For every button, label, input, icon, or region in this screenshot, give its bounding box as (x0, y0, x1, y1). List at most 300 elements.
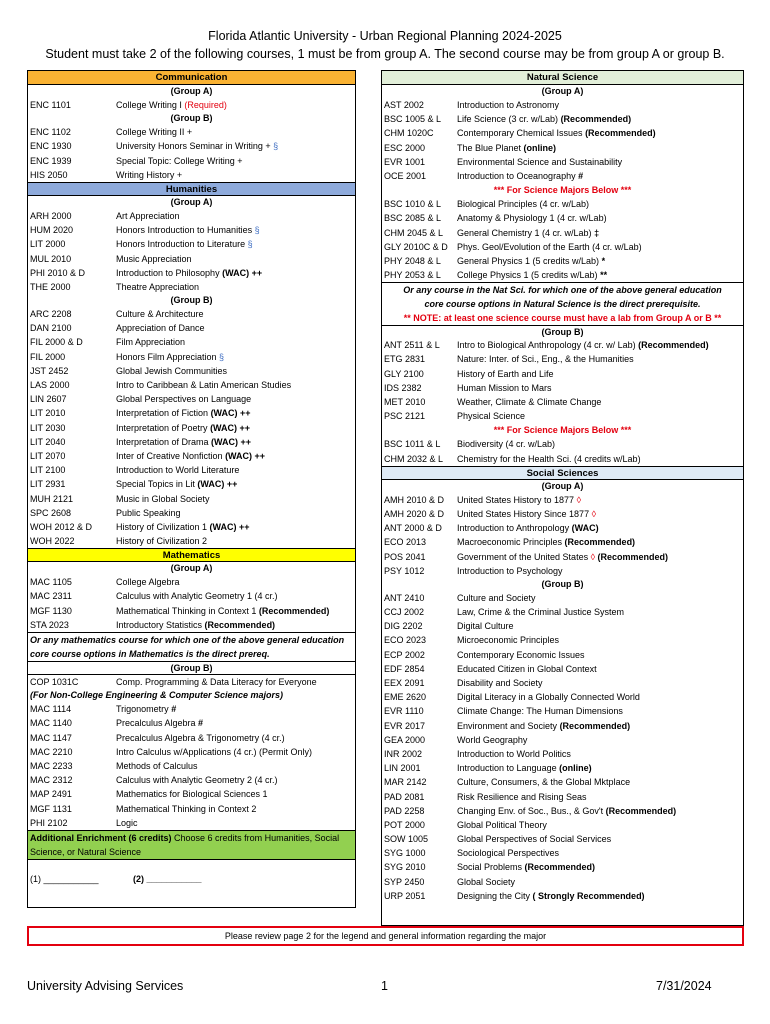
course-name (116, 604, 355, 618)
communication-group-b: (Group B) (170, 113, 213, 124)
course-name (116, 237, 355, 251)
course-title: Interpretation of Fiction (116, 408, 211, 419)
course-row (28, 702, 355, 716)
course-name (457, 268, 743, 282)
course-code: SPC 2608 (30, 507, 72, 518)
course-tag: ‡ (594, 227, 600, 238)
course-title: College Writing I (116, 100, 185, 110)
course-row (28, 378, 355, 392)
course-row (382, 254, 743, 268)
course-name (116, 787, 355, 801)
course-row (28, 731, 355, 745)
course-row (382, 550, 743, 564)
course-name (457, 367, 743, 381)
course-tag: ** (600, 270, 608, 281)
mathematics-heading: Mathematics (28, 548, 355, 562)
course-code: DIG 2202 (384, 621, 423, 632)
course-name (457, 832, 743, 846)
course-title: Global Society (457, 876, 516, 887)
footer-date: 7/31/2024 (656, 979, 712, 993)
course-title: Calculus with Analytic Geometry 1 (4 cr.) (116, 591, 278, 602)
course-row (28, 321, 355, 335)
course-title: Government of the United States (457, 551, 591, 562)
course-title: Biological Principles (4 cr. w/Lab) (457, 199, 590, 210)
course-name (116, 209, 355, 223)
natural-science-group-b: (Group B) (382, 325, 743, 338)
course-name (457, 775, 743, 789)
course-code: ETG 2831 (384, 354, 426, 365)
course-name (457, 619, 743, 633)
course-row (382, 381, 743, 395)
course-tag: * (601, 255, 606, 266)
course-code: AMH 2020 & D (384, 508, 445, 519)
course-code: LIT 2100 (30, 465, 66, 476)
course-row (28, 307, 355, 321)
course-row (28, 139, 355, 153)
course-row (28, 759, 355, 773)
course-title: Introduction to Language (457, 763, 560, 774)
course-tag: (Recommended) (564, 537, 636, 548)
course-row (382, 240, 743, 254)
review-note: Please review page 2 for the legend and general information regarding the major (27, 926, 744, 946)
course-code: MAC 1105 (30, 577, 72, 588)
course-code: HUM 2020 (30, 225, 74, 236)
social-sciences-group-a: (Group A) (541, 480, 584, 491)
course-title: Culture & Architecture (116, 309, 204, 320)
course-tag: ( Strongly Recommended) (532, 890, 645, 901)
course-tag: # (198, 718, 204, 729)
course-title: Mathematics for Biological Sciences 1 (116, 789, 268, 800)
course-code: ENC 1939 (30, 155, 72, 166)
course-symbol: § (219, 351, 225, 362)
course-tag: (Recommended) (204, 619, 276, 630)
course-title: Physical Science (457, 411, 526, 422)
course-code: STA 2023 (30, 619, 69, 630)
course-row (28, 449, 355, 463)
course-code: SYG 1000 (384, 848, 426, 859)
course-title: Digital Literacy in a Globally Connected World (457, 692, 640, 703)
course-row (28, 209, 355, 223)
course-code: OCE 2001 (384, 170, 427, 181)
course-title: Honors Introduction to Humanities (116, 225, 255, 236)
course-tag: (online) (523, 142, 557, 153)
course-name (457, 507, 743, 521)
course-title: Public Speaking (116, 507, 181, 518)
mathematics-b-note: (For Non-College Engineering & Computer Science majors) (30, 690, 284, 701)
course-title: College Algebra (116, 577, 180, 588)
course-row (382, 704, 743, 718)
course-title: Macroeconomic Principles (457, 537, 565, 548)
course-title: World Geography (457, 734, 528, 745)
course-title: Art Appreciation (116, 210, 180, 221)
course-name (116, 98, 355, 112)
course-code: LIT 2040 (30, 436, 66, 447)
course-name (116, 266, 355, 280)
course-row (382, 395, 743, 409)
page-number: 1 (381, 979, 388, 993)
course-name (457, 761, 743, 775)
course-code: MAC 2233 (30, 760, 73, 771)
course-row (382, 141, 743, 155)
course-row (382, 507, 743, 521)
course-name (457, 719, 743, 733)
course-code: MUH 2121 (30, 493, 74, 504)
course-code: THE 2000 (30, 281, 71, 292)
course-title: Educated Citizen in Global Context (457, 663, 597, 674)
course-name (116, 307, 355, 321)
course-code: ANT 2410 (384, 592, 425, 603)
natural-science-heading: Natural Science (382, 71, 743, 85)
course-row (382, 804, 743, 818)
course-code: POT 2000 (384, 819, 425, 830)
course-title: Global Perspectives on Language (116, 394, 252, 405)
course-title: Film Appreciation (116, 337, 186, 348)
footer-left: University Advising Services (27, 979, 184, 993)
course-code: LIT 2010 (30, 408, 66, 419)
course-title: History of Civilization 2 (116, 536, 208, 547)
course-code: LAS 2000 (30, 380, 70, 390)
course-row (382, 591, 743, 605)
course-code: BSC 1005 & L (384, 114, 442, 125)
course-title: Culture, Consumers, & the Global Mktplace (457, 777, 631, 788)
course-name (457, 818, 743, 832)
enrichment-text: Choose 6 credits from Humanities, Social Science, or Natural Science (30, 832, 340, 857)
course-tag: (WAC) ++ (211, 436, 252, 447)
course-title: Honors Film Appreciation (116, 351, 220, 362)
course-row (382, 860, 743, 874)
course-row (382, 197, 743, 211)
course-name (457, 591, 743, 605)
course-name (457, 452, 743, 466)
course-tag: (online) (559, 763, 592, 774)
course-title: Changing Env. of Soc., Bus., & Gov't (457, 805, 606, 816)
course-code: ARH 2000 (30, 210, 72, 221)
enrichment-title: Additional Enrichment (6 credits) (30, 832, 172, 843)
course-code: ANT 2000 & D (384, 523, 442, 534)
course-row (28, 125, 355, 139)
course-code: GEA 2000 (384, 734, 426, 745)
course-code: MAP 2491 (30, 789, 72, 800)
course-name (457, 875, 743, 889)
course-title: Introduction to Astronomy (457, 100, 560, 110)
course-name (457, 211, 743, 225)
course-title: Global Perspectives of Social Services (457, 834, 612, 845)
course-symbol: § (254, 225, 260, 236)
humanities-group-b: (Group B) (170, 295, 213, 306)
course-row (382, 818, 743, 832)
course-name (116, 223, 355, 237)
course-row (382, 775, 743, 789)
left-column (27, 70, 356, 908)
course-code: PHI 2102 (30, 817, 68, 828)
course-row (28, 350, 355, 364)
humanities-heading: Humanities (28, 182, 355, 196)
course-row (382, 875, 743, 889)
course-row (382, 619, 743, 633)
course-name (457, 437, 743, 451)
course-title: Contemporary Chemical Issues (457, 128, 586, 139)
mathematics-group-a: (Group A) (170, 563, 213, 574)
course-code: MGF 1130 (30, 605, 72, 616)
mathematics-group-b: (Group B) (28, 661, 355, 674)
course-code: ECP 2002 (384, 649, 425, 660)
course-row (28, 520, 355, 534)
course-title: Global Political Theory (457, 819, 547, 830)
course-code: GLY 2100 (384, 368, 424, 379)
enrichment-blank-2[interactable]: (2) ___________ (133, 873, 202, 884)
course-title: Intro Calculus w/Applications (4 cr.) (Permit Only) (116, 746, 313, 757)
course-tag: (Recommended) (258, 605, 330, 616)
course-name (457, 704, 743, 718)
course-tag: (Recommended) (585, 128, 656, 139)
course-name (116, 350, 355, 364)
course-row (28, 435, 355, 449)
course-name (457, 846, 743, 860)
course-row (28, 280, 355, 294)
course-code: FIL 2000 (30, 351, 66, 362)
course-tag: (WAC) ++ (210, 408, 251, 419)
course-title: University Honors Seminar in Writing + (116, 141, 274, 152)
course-code: EDF 2854 (384, 663, 425, 674)
course-row (28, 266, 355, 280)
course-row (382, 846, 743, 860)
course-code: SYP 2450 (384, 876, 425, 887)
enrichment-box (28, 830, 355, 860)
course-code: HIS 2050 (30, 169, 68, 180)
course-title: Mathematical Thinking in Context 1 (116, 605, 259, 616)
mathematics-note: Or any mathematics course for which one of the above general education core course options in Mathematics is the direct prereq. (28, 632, 355, 661)
course-row (382, 409, 743, 423)
course-code: MGF 1131 (30, 803, 72, 814)
course-name (457, 535, 743, 549)
course-code: PSY 1012 (384, 565, 425, 576)
course-row (28, 237, 355, 251)
course-row (382, 98, 743, 112)
course-row (382, 352, 743, 366)
course-title: Mathematical Thinking in Context 2 (116, 803, 257, 814)
course-row (28, 618, 355, 632)
course-row (28, 406, 355, 420)
course-name (457, 605, 743, 619)
course-name (457, 338, 743, 352)
course-title: Contemporary Economic Issues (457, 649, 585, 660)
course-title: General Physics 1 (5 credits w/Lab) (457, 255, 602, 266)
course-row (28, 364, 355, 378)
course-title: Designing the City (457, 890, 533, 901)
course-title: Phys. Geol/Evolution of the Earth (4 cr. w/Lab) (457, 241, 642, 252)
course-code: LIT 2070 (30, 450, 66, 461)
course-code: MAR 2142 (384, 777, 427, 788)
course-tag: (Recommended) (524, 862, 596, 873)
course-name (116, 449, 355, 463)
course-code: LIT 2030 (30, 422, 66, 433)
course-code: BSC 1011 & L (384, 439, 441, 450)
course-title: Methods of Calculus (116, 760, 198, 771)
course-row (382, 790, 743, 804)
course-title: Culture and Society (457, 592, 536, 603)
course-code: CCJ 2002 (384, 607, 425, 618)
course-title: Global Jewish Communities (116, 365, 228, 376)
course-row (382, 535, 743, 549)
course-row (382, 564, 743, 578)
course-title: Music in Global Society (116, 493, 210, 504)
course-tag: (WAC) ++ (222, 267, 263, 278)
course-name (116, 702, 355, 716)
course-name (457, 395, 743, 409)
course-name (116, 378, 355, 392)
course-title: Social Problems (457, 862, 525, 873)
science-majors-note-2: *** For Science Majors Below *** (493, 425, 632, 436)
course-row (28, 534, 355, 548)
course-code: PAD 2258 (384, 805, 425, 816)
course-name (457, 733, 743, 747)
course-title: Introduction to Oceanography (457, 170, 579, 181)
enrichment-blank-1[interactable]: (1) ___________ (30, 873, 99, 884)
course-code: ENC 1102 (30, 127, 71, 138)
course-name (116, 745, 355, 759)
course-title: Logic (116, 817, 138, 828)
course-code: MAC 2311 (30, 591, 72, 602)
course-name (116, 252, 355, 266)
course-row (382, 832, 743, 846)
course-row (28, 787, 355, 801)
course-title: Chemistry for the Health Sci. (4 credits w/Lab) (457, 453, 641, 464)
course-row (28, 816, 355, 830)
course-row (382, 733, 743, 747)
course-code: CHM 2045 & L (384, 227, 444, 238)
course-row (382, 676, 743, 690)
course-name (457, 141, 743, 155)
course-title: History of Earth and Life (457, 368, 554, 379)
social-sciences-heading: Social Sciences (382, 466, 743, 480)
course-tag: # (578, 170, 584, 181)
course-title: Inter of Creative Nonfiction (116, 450, 226, 461)
course-name (457, 860, 743, 874)
course-name (457, 254, 743, 268)
course-tag: (Recommended) (605, 805, 677, 816)
course-title: Human Mission to Mars (457, 382, 552, 393)
course-title: Writing History + (116, 169, 183, 180)
course-code: EVR 1001 (384, 156, 426, 167)
course-code: AMH 2010 & D (384, 494, 445, 505)
course-code: LIN 2001 (384, 763, 421, 774)
course-name (116, 575, 355, 589)
course-symbol: § (247, 239, 253, 250)
course-name (116, 421, 355, 435)
course-name (457, 352, 743, 366)
course-name (457, 493, 743, 507)
course-title: United States History Since 1877 (457, 508, 592, 519)
course-title: The Blue Planet (457, 142, 524, 153)
course-title: Introductory Statistics (116, 619, 205, 630)
course-title: Intro to Caribbean & Latin American Studies (116, 380, 292, 390)
course-name (116, 773, 355, 787)
course-name (116, 589, 355, 603)
course-code: SOW 1005 (384, 834, 429, 845)
course-name (116, 534, 355, 548)
course-code: CHM 1020C (384, 128, 434, 139)
course-name (116, 731, 355, 745)
course-name (457, 155, 743, 169)
course-row (28, 463, 355, 477)
course-code: FIL 2000 & D (30, 337, 83, 348)
course-symbol: ◊ (576, 494, 582, 505)
course-name (457, 112, 743, 126)
course-symbol: ◊ (591, 508, 597, 519)
course-row (28, 154, 355, 168)
course-title: Special Topics in Lit (116, 479, 198, 490)
course-code: BSC 2085 & L (384, 213, 442, 224)
course-tag: (WAC) ++ (197, 479, 238, 490)
course-row (28, 335, 355, 349)
course-name (457, 381, 743, 395)
course-title: Disability and Society (457, 678, 543, 688)
course-code: EVR 2017 (384, 720, 426, 731)
course-code: MAC 1147 (30, 732, 72, 743)
course-title: Environment and Society (457, 720, 560, 731)
course-name (116, 280, 355, 294)
course-tag: # (171, 704, 177, 715)
course-row (28, 802, 355, 816)
course-row (382, 268, 743, 282)
course-name (457, 550, 743, 564)
course-code: ECO 2023 (384, 635, 427, 646)
course-code: ARC 2208 (30, 309, 72, 320)
course-code: ANT 2511 & L (384, 340, 440, 351)
course-row (28, 604, 355, 618)
course-name (116, 392, 355, 406)
course-name (457, 564, 743, 578)
course-name (457, 676, 743, 690)
course-title: Introduction to Anthropology (457, 523, 572, 534)
course-name (116, 477, 355, 491)
course-title: Special Topic: College Writing + (116, 155, 243, 166)
course-row (382, 226, 743, 240)
course-name (116, 802, 355, 816)
course-code: URP 2051 (384, 890, 426, 901)
enrichment-blanks (28, 860, 355, 898)
course-title: Climate Change: The Human Dimensions (457, 706, 623, 717)
course-code: ENC 1101 (30, 100, 71, 110)
course-name (457, 790, 743, 804)
required-tag: (Required) (184, 100, 227, 110)
course-name (116, 716, 355, 730)
course-code: WOH 2012 & D (30, 521, 93, 532)
course-title: General Chemistry 1 (4 cr. w/Lab) (457, 227, 595, 238)
course-row (382, 367, 743, 381)
course-name (457, 226, 743, 240)
course-name (116, 154, 355, 168)
course-title: United States History to 1877 (457, 494, 577, 505)
course-code: MAC 1140 (30, 718, 72, 729)
course-row (28, 98, 355, 112)
course-title: Interpretation of Poetry (116, 422, 211, 433)
course-name (116, 335, 355, 349)
course-row (28, 492, 355, 506)
course-title: Appreciation of Dance (116, 323, 205, 334)
course-row (382, 211, 743, 225)
course-title: History of Civilization 1 (116, 521, 210, 532)
course-name (457, 197, 743, 211)
course-title: Calculus with Analytic Geometry 2 (4 cr.) (116, 775, 278, 786)
page-title: Florida Atlantic University - Urban Regional Planning 2024-2025 (208, 29, 562, 43)
course-name (457, 889, 743, 903)
course-title: Digital Culture (457, 621, 514, 632)
course-name (116, 364, 355, 378)
course-name (116, 492, 355, 506)
course-name (116, 321, 355, 335)
course-name: Comp. Programming & Data Literacy for Everyone (116, 677, 317, 687)
